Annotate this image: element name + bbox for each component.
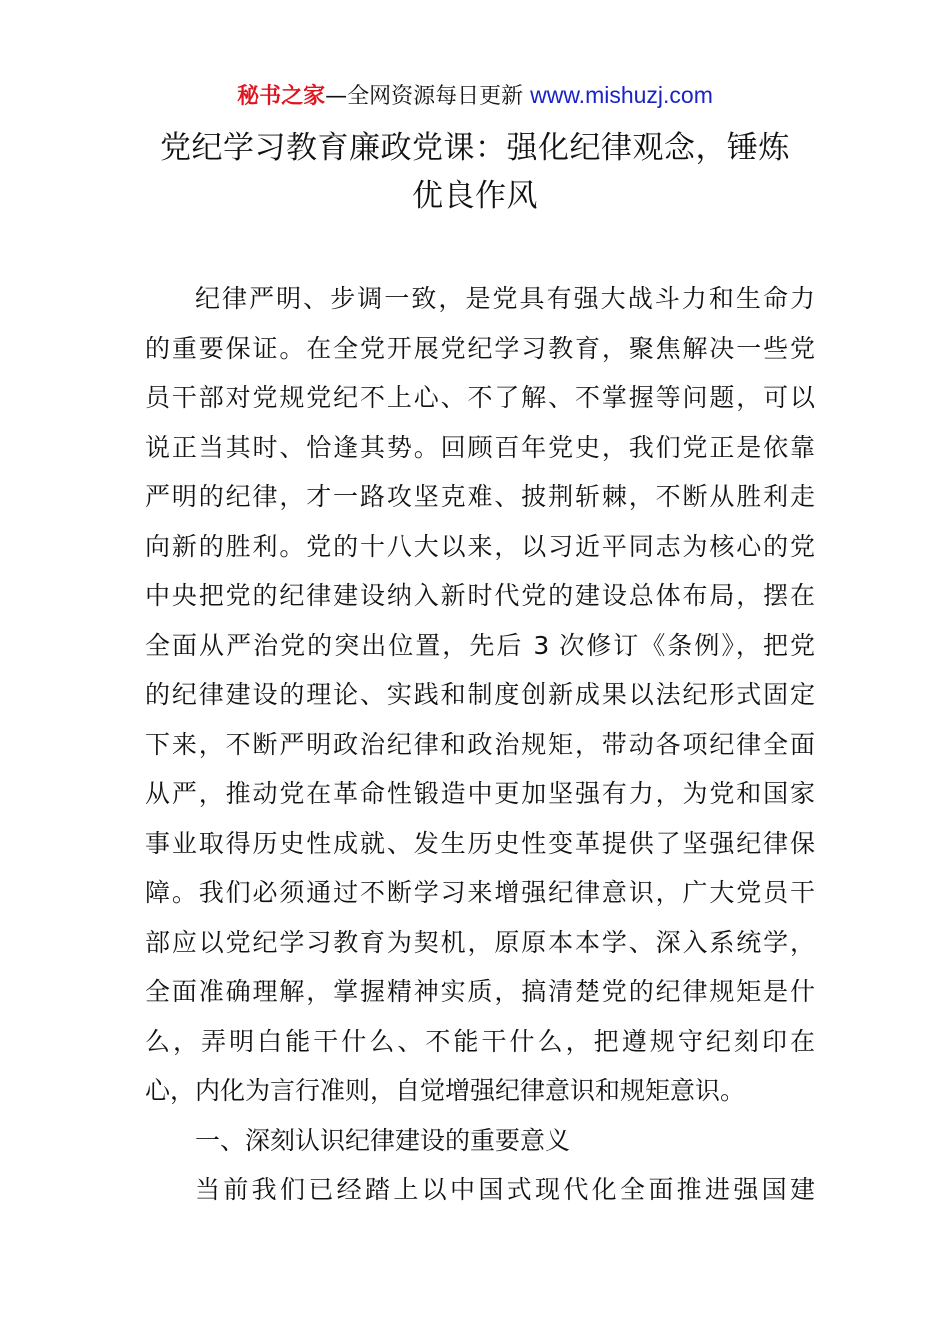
body-line: 全面准确理解，掌握精神实质，搞清楚党的纪律规矩是什 (145, 977, 815, 1006)
body-line: 的重要保证。在全党开展党纪学习教育，聚焦解决一些党 (145, 333, 815, 363)
body-line: 员干部对党规党纪不上心、不了解、不掌握等问题，可以 (145, 383, 815, 412)
site-header (0, 80, 950, 112)
body-line: 当前我们已经踏上以中国式现代化全面推进强国建 (195, 1175, 815, 1204)
site-brand: 秘书之家 (237, 84, 326, 109)
body-line: 从严，推动党在革命性锻造中更加坚强有力，为党和国家 (145, 779, 815, 808)
title-line-2: 优良作风 (412, 178, 538, 214)
document-body (145, 274, 815, 1215)
document-title (130, 124, 820, 220)
body-line: 严明的纪律，才一路攻坚克难、披荆斩棘，不断从胜利走 (145, 482, 815, 511)
body-line: 的纪律建设的理论、实践和制度创新成果以法纪形式固定 (145, 680, 815, 709)
title-line-1: 党纪学习教育廉政党课：强化纪律观念，锤炼 (160, 130, 790, 166)
body-line: 向新的胜利。党的十八大以来，以习近平同志为核心的党 (145, 531, 815, 561)
body-line: 说正当其时、恰逢其势。回顾百年党史，我们党正是依靠 (145, 432, 815, 462)
body-line: 部应以党纪学习教育为契机，原原本本学、深入系统学， (145, 927, 815, 957)
body-line: 中央把党的纪律建设纳入新时代党的建设总体布局，摆在 (145, 581, 815, 610)
body-line: 全面从严治党的突出位置，先后 3 次修订《条例》，把党 (145, 630, 815, 660)
body-line: 事业取得历史性成就、发生历史性变革提供了坚强纪律保 (145, 828, 815, 858)
body-line: 障。我们必须通过不断学习来增强纪律意识，广大党员干 (145, 878, 815, 907)
body-line: 下来，不断严明政治纪律和政治规矩，带动各项纪律全面 (145, 729, 815, 759)
section-heading: 一、深刻认识纪律建设的重要意义 (195, 1125, 571, 1155)
body-line: 么，弄明白能干什么、不能干什么，把遵规守纪刻印在 (145, 1026, 815, 1056)
body-line: 心，内化为言行准则，自觉增强纪律意识和规矩意识。 (145, 1076, 746, 1105)
body-line: 纪律严明、步调一致，是党具有强大战斗力和生命力 (195, 284, 815, 313)
site-url-link[interactable]: www.mishuzj.com (530, 82, 713, 108)
site-tagline: —全网资源每日更新 (325, 84, 531, 109)
